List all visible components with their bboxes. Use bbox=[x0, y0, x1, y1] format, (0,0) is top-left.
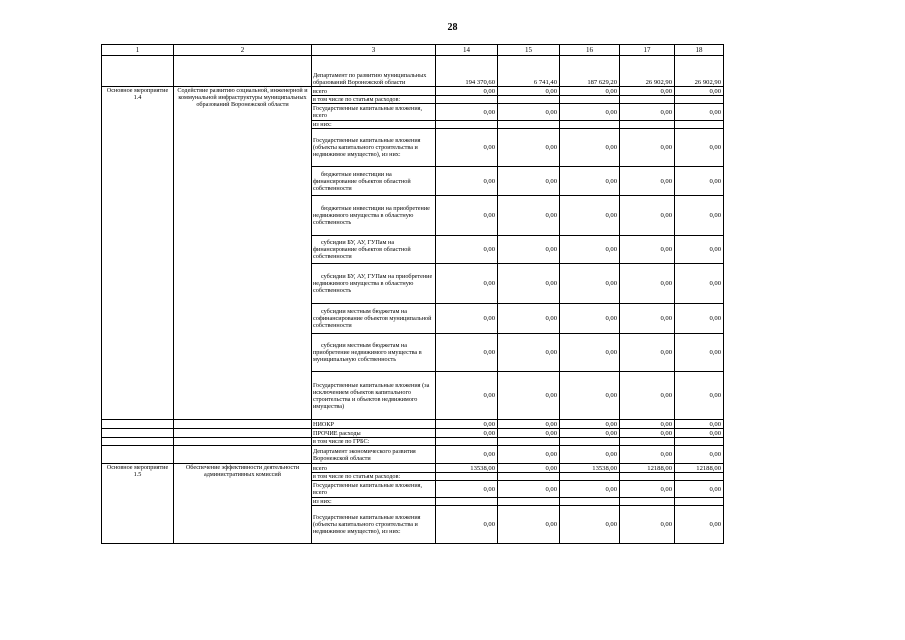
expense-item-cell: Государственные капитальные вложения, всего bbox=[312, 104, 436, 121]
value-cell: 0,00 bbox=[436, 372, 498, 420]
value-cell: 0,00 bbox=[498, 167, 560, 196]
event-name-cell: Обеспечение эффективности деятельности административных комиссий bbox=[174, 464, 312, 544]
value-cell bbox=[436, 96, 498, 104]
value-cell: 0,00 bbox=[620, 87, 675, 96]
event-number-cell bbox=[102, 429, 174, 438]
col-header: 3 bbox=[312, 45, 436, 56]
value-cell: 0,00 bbox=[436, 167, 498, 196]
event-name-cell bbox=[174, 420, 312, 429]
budget-table bbox=[101, 44, 724, 544]
value-cell: 0,00 bbox=[620, 236, 675, 264]
expense-item-cell: субсидии БУ, АУ, ГУПам на финансирование объектов областной собственности bbox=[312, 236, 436, 264]
value-cell: 0,00 bbox=[620, 506, 675, 544]
value-cell: 0,00 bbox=[436, 196, 498, 236]
expense-item-cell: из них: bbox=[312, 121, 436, 129]
value-cell: 0,00 bbox=[560, 104, 620, 121]
value-cell: 0,00 bbox=[620, 129, 675, 167]
event-name-cell bbox=[174, 446, 312, 464]
col-header: 15 bbox=[498, 45, 560, 56]
value-cell: 0,00 bbox=[675, 167, 724, 196]
value-cell bbox=[620, 438, 675, 446]
col-header: 17 bbox=[620, 45, 675, 56]
value-cell: 0,00 bbox=[560, 236, 620, 264]
col-header: 14 bbox=[436, 45, 498, 56]
value-cell bbox=[675, 498, 724, 506]
value-cell bbox=[560, 498, 620, 506]
expense-item-cell: НИОКР bbox=[312, 420, 436, 429]
value-cell: 0,00 bbox=[560, 87, 620, 96]
value-cell: 0,00 bbox=[436, 420, 498, 429]
value-cell: 0,00 bbox=[436, 429, 498, 438]
event-number-cell bbox=[102, 438, 174, 446]
value-cell: 0,00 bbox=[498, 481, 560, 498]
table-row bbox=[102, 446, 724, 464]
value-cell: 0,00 bbox=[560, 167, 620, 196]
value-cell bbox=[498, 121, 560, 129]
expense-item-cell: из них: bbox=[312, 498, 436, 506]
event-number-cell: Основное мероприятие 1.4 bbox=[102, 87, 174, 420]
value-cell: 0,00 bbox=[560, 506, 620, 544]
value-cell bbox=[436, 473, 498, 481]
value-cell bbox=[620, 498, 675, 506]
event-name-cell bbox=[174, 438, 312, 446]
value-cell: 0,00 bbox=[436, 481, 498, 498]
table-row bbox=[102, 420, 724, 429]
value-cell: 0,00 bbox=[560, 429, 620, 438]
expense-item-cell: Департамент экономического развития Воронежской области bbox=[312, 446, 436, 464]
value-cell: 0,00 bbox=[675, 481, 724, 498]
value-cell: 0,00 bbox=[436, 236, 498, 264]
value-cell: 0,00 bbox=[560, 304, 620, 334]
value-cell: 0,00 bbox=[560, 334, 620, 372]
value-cell: 0,00 bbox=[620, 167, 675, 196]
value-cell: 0,00 bbox=[498, 446, 560, 464]
value-cell bbox=[560, 96, 620, 104]
value-cell bbox=[498, 96, 560, 104]
expense-item-cell: всего bbox=[312, 464, 436, 473]
value-cell: 13538,00 bbox=[436, 464, 498, 473]
expense-item-cell: в том числе по статьям расходов: bbox=[312, 96, 436, 104]
value-cell: 0,00 bbox=[620, 446, 675, 464]
expense-item-cell: субсидии местным бюджетам на приобретение недвижимого имущества в муниципальную собственность bbox=[312, 334, 436, 372]
value-cell: 0,00 bbox=[436, 506, 498, 544]
expense-item-cell: в том числе по статьям расходов: bbox=[312, 473, 436, 481]
value-cell: 0,00 bbox=[498, 506, 560, 544]
value-cell: 0,00 bbox=[620, 481, 675, 498]
value-cell: 0,00 bbox=[675, 264, 724, 304]
value-cell: 0,00 bbox=[675, 304, 724, 334]
expense-item-cell: Государственные капитальные вложения (объекты капитального строительства и недвижимое имущество), из них: bbox=[312, 129, 436, 167]
expense-item-cell: всего bbox=[312, 87, 436, 96]
value-cell: 0,00 bbox=[675, 420, 724, 429]
table-row bbox=[102, 87, 724, 96]
event-number-cell bbox=[102, 446, 174, 464]
value-cell: 0,00 bbox=[620, 196, 675, 236]
expense-item-cell: субсидии местным бюджетам на софинансирование объектов муниципальной собственности bbox=[312, 304, 436, 334]
value-cell bbox=[675, 438, 724, 446]
value-cell: 0,00 bbox=[436, 104, 498, 121]
event-name-cell bbox=[174, 56, 312, 87]
page-number: 28 bbox=[447, 22, 458, 33]
value-cell: 0,00 bbox=[675, 446, 724, 464]
value-cell: 0,00 bbox=[436, 264, 498, 304]
value-cell bbox=[498, 473, 560, 481]
value-cell: 0,00 bbox=[560, 372, 620, 420]
expense-item-cell: Государственные капитальные вложения (объекты капитального строительства и недвижимое имущество), из них: bbox=[312, 506, 436, 544]
table-body bbox=[102, 45, 724, 544]
col-header: 18 bbox=[675, 45, 724, 56]
value-cell: 0,00 bbox=[436, 304, 498, 334]
value-cell bbox=[620, 121, 675, 129]
value-cell: 0,00 bbox=[620, 264, 675, 304]
value-cell: 0,00 bbox=[675, 196, 724, 236]
value-cell: 0,00 bbox=[620, 372, 675, 420]
value-cell bbox=[620, 473, 675, 481]
value-cell: 0,00 bbox=[498, 420, 560, 429]
value-cell: 0,00 bbox=[498, 372, 560, 420]
value-cell: 0,00 bbox=[436, 129, 498, 167]
value-cell: 0,00 bbox=[498, 104, 560, 121]
value-cell: 0,00 bbox=[675, 334, 724, 372]
col-header: 1 bbox=[102, 45, 174, 56]
event-name-cell: Содействие развитию социальной, инженерной и коммунальной инфраструктуры муниципальных образований Воронежской области bbox=[174, 87, 312, 420]
value-cell: 12188,00 bbox=[620, 464, 675, 473]
table-row bbox=[102, 464, 724, 473]
expense-item-cell: субсидии БУ, АУ, ГУПам на приобретение недвижимого имущества в областную собственность bbox=[312, 264, 436, 304]
value-cell bbox=[620, 96, 675, 104]
value-cell bbox=[560, 473, 620, 481]
value-cell: 0,00 bbox=[498, 464, 560, 473]
value-cell: 0,00 bbox=[436, 446, 498, 464]
value-cell: 0,00 bbox=[436, 87, 498, 96]
value-cell: 13538,00 bbox=[560, 464, 620, 473]
value-cell: 26 902,90 bbox=[675, 56, 724, 87]
value-cell: 187 629,20 bbox=[560, 56, 620, 87]
value-cell: 0,00 bbox=[498, 429, 560, 438]
value-cell: 0,00 bbox=[560, 446, 620, 464]
value-cell: 0,00 bbox=[675, 236, 724, 264]
col-header: 16 bbox=[560, 45, 620, 56]
value-cell: 0,00 bbox=[498, 236, 560, 264]
value-cell bbox=[436, 121, 498, 129]
value-cell: 0,00 bbox=[560, 481, 620, 498]
table-row bbox=[102, 438, 724, 446]
value-cell: 0,00 bbox=[675, 506, 724, 544]
expense-item-cell: Государственные капитальные вложения (за исключением объектов капитального строительства и объектов недвижимого имущества) bbox=[312, 372, 436, 420]
value-cell: 0,00 bbox=[498, 196, 560, 236]
expense-item-cell: Департамент по развитию муниципальных образований Воронежской области bbox=[312, 56, 436, 87]
value-cell: 26 902,90 bbox=[620, 56, 675, 87]
value-cell: 0,00 bbox=[620, 420, 675, 429]
value-cell: 0,00 bbox=[560, 196, 620, 236]
value-cell: 0,00 bbox=[620, 429, 675, 438]
event-number-cell bbox=[102, 56, 174, 87]
expense-item-cell: бюджетные инвестиции на финансирование объектов областной собственности bbox=[312, 167, 436, 196]
value-cell bbox=[498, 438, 560, 446]
value-cell: 0,00 bbox=[675, 372, 724, 420]
value-cell: 194 370,60 bbox=[436, 56, 498, 87]
value-cell: 0,00 bbox=[560, 264, 620, 304]
value-cell: 0,00 bbox=[498, 334, 560, 372]
value-cell bbox=[675, 473, 724, 481]
value-cell: 0,00 bbox=[560, 420, 620, 429]
value-cell: 0,00 bbox=[620, 334, 675, 372]
value-cell: 0,00 bbox=[436, 334, 498, 372]
event-name-cell bbox=[174, 429, 312, 438]
value-cell bbox=[498, 498, 560, 506]
expense-item-cell: бюджетные инвестиции на приобретение недвижимого имущества в областную собственность bbox=[312, 196, 436, 236]
value-cell: 0,00 bbox=[498, 129, 560, 167]
value-cell: 12188,00 bbox=[675, 464, 724, 473]
value-cell: 0,00 bbox=[675, 104, 724, 121]
table-row bbox=[102, 56, 724, 87]
value-cell bbox=[675, 96, 724, 104]
value-cell bbox=[560, 438, 620, 446]
value-cell: 0,00 bbox=[498, 87, 560, 96]
value-cell: 0,00 bbox=[675, 129, 724, 167]
table-row bbox=[102, 429, 724, 438]
value-cell: 0,00 bbox=[560, 129, 620, 167]
value-cell: 0,00 bbox=[620, 104, 675, 121]
col-header: 2 bbox=[174, 45, 312, 56]
event-number-cell bbox=[102, 420, 174, 429]
value-cell bbox=[560, 121, 620, 129]
value-cell: 0,00 bbox=[675, 87, 724, 96]
event-number-cell: Основное мероприятие 1.5 bbox=[102, 464, 174, 544]
value-cell: 0,00 bbox=[675, 429, 724, 438]
value-cell bbox=[436, 498, 498, 506]
expense-item-cell: ПРОЧИЕ расходы bbox=[312, 429, 436, 438]
value-cell: 6 741,40 bbox=[498, 56, 560, 87]
value-cell: 0,00 bbox=[498, 264, 560, 304]
value-cell: 0,00 bbox=[620, 304, 675, 334]
expense-item-cell: в том числе по ГРБС: bbox=[312, 438, 436, 446]
value-cell bbox=[675, 121, 724, 129]
value-cell: 0,00 bbox=[498, 304, 560, 334]
value-cell bbox=[436, 438, 498, 446]
header-row bbox=[102, 45, 724, 56]
expense-item-cell: Государственные капитальные вложения, всего bbox=[312, 481, 436, 498]
